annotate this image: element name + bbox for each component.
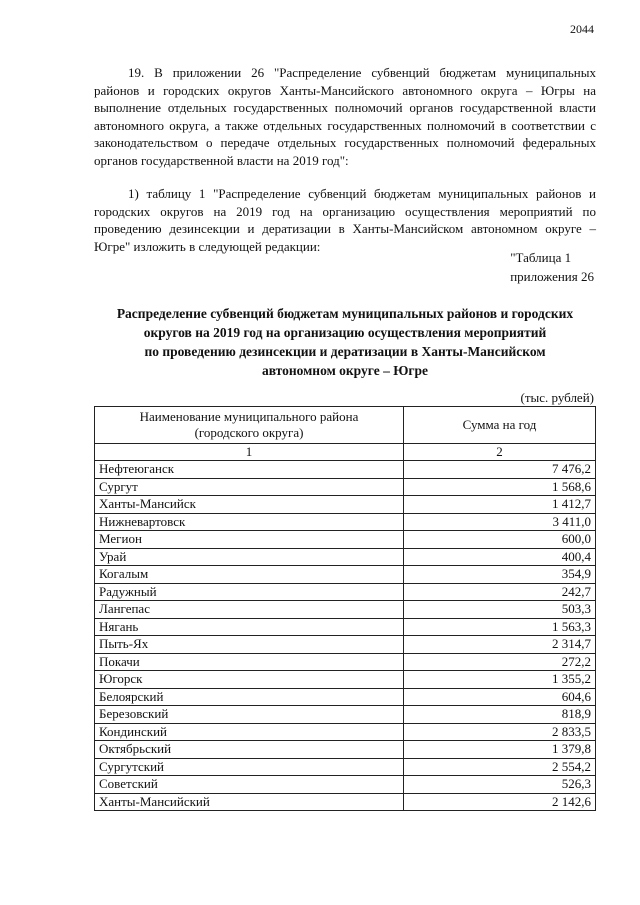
annual-sum-value: 1 568,6 (404, 478, 596, 496)
annual-sum-value: 1 379,8 (404, 741, 596, 759)
table-reference (510, 248, 594, 286)
table-row (95, 758, 596, 776)
paragraph-amendment-19: 19. В приложении 26 "Распределение субвенций бюджетам муниципальных районов и городских округов Ханты-Мансийского автономного округа – Югры на выполнение отдельных государственных полномочий органов государственной власти автономного округа, а также отдельных государственных полномочий в соответствии с законодательством о передаче отдельных государственных полномочий федеральных органов государственной власти на 2019 год": (94, 65, 596, 168)
table-body (95, 444, 596, 811)
table-title-line-2: округов на 2019 год на организацию осуществления мероприятий (143, 325, 547, 340)
annual-sum-value: 400,4 (404, 548, 596, 566)
paragraph-table-1-amendment: 1) таблицу 1 "Распределение субвенций бюджетам муниципальных районов и городских округов на 2019 год на организацию осуществления мероприятий по проведению дезинсекции и дератизации в Ханты-Мансийском автономном округе – Югре" изложить в следующей редакции: (94, 186, 596, 254)
annual-sum-value: 1 563,3 (404, 618, 596, 636)
subvention-table (94, 406, 596, 811)
column-numbers-row (95, 444, 596, 461)
table-row (95, 601, 596, 619)
table-row (95, 513, 596, 531)
table-title-line-1: Распределение субвенций бюджетам муниципальных районов и городских (116, 306, 574, 321)
municipality-name: Югорск (95, 671, 404, 689)
municipality-name: Ханты-Мансийск (95, 496, 404, 514)
municipality-name: Березовский (95, 706, 404, 724)
annual-sum-value: 1 412,7 (404, 496, 596, 514)
table-row (95, 496, 596, 514)
municipality-name: Пыть-Ях (95, 636, 404, 654)
table-row (95, 741, 596, 759)
table-row (95, 653, 596, 671)
table-row (95, 671, 596, 689)
table-row (95, 636, 596, 654)
municipality-name: Кондинский (95, 723, 404, 741)
table-row (95, 776, 596, 794)
table-title-line-4: автономном округе – Югре (261, 363, 429, 378)
annual-sum-value: 2 314,7 (404, 636, 596, 654)
annual-sum-value: 1 355,2 (404, 671, 596, 689)
municipality-name: Нягань (95, 618, 404, 636)
header-municipality-line-1: Наименование муниципального района (139, 409, 359, 424)
header-annual-sum: Сумма на год (404, 407, 596, 444)
annual-sum-value: 600,0 (404, 531, 596, 549)
annual-sum-value: 354,9 (404, 566, 596, 584)
table-row (95, 583, 596, 601)
annual-sum-value: 242,7 (404, 583, 596, 601)
annual-sum-value: 2 833,5 (404, 723, 596, 741)
municipality-name: Сургутский (95, 758, 404, 776)
municipality-name: Советский (95, 776, 404, 794)
table-row (95, 723, 596, 741)
table-reference-line-2: приложения 26 (510, 269, 594, 284)
municipality-name: Мегион (95, 531, 404, 549)
annual-sum-value: 3 411,0 (404, 513, 596, 531)
municipality-name: Ханты-Мансийский (95, 793, 404, 811)
table-title (94, 304, 596, 380)
municipality-name: Радужный (95, 583, 404, 601)
municipality-name: Когалым (95, 566, 404, 584)
table-row (95, 478, 596, 496)
table-reference-line-1: "Таблица 1 (510, 250, 572, 265)
municipality-name: Покачи (95, 653, 404, 671)
annual-sum-value: 526,3 (404, 776, 596, 794)
municipality-name: Белоярский (95, 688, 404, 706)
table-row (95, 566, 596, 584)
column-number-2: 2 (404, 444, 596, 461)
annual-sum-value: 2 142,6 (404, 793, 596, 811)
table-title-line-3: по проведению дезинсекции и дератизации в Ханты-Мансийском (144, 344, 546, 359)
column-number-1: 1 (95, 444, 404, 461)
table-row (95, 793, 596, 811)
annual-sum-value: 604,6 (404, 688, 596, 706)
annual-sum-value: 503,3 (404, 601, 596, 619)
municipality-name: Нижневартовск (95, 513, 404, 531)
unit-label: (тыс. рублей) (520, 390, 594, 405)
municipality-name: Сургут (95, 478, 404, 496)
table-row (95, 548, 596, 566)
table-row (95, 688, 596, 706)
table-header-row (95, 407, 596, 444)
annual-sum-value: 272,2 (404, 653, 596, 671)
page-number: 2044 (570, 22, 594, 36)
header-municipality (95, 407, 404, 444)
table-row (95, 531, 596, 549)
table-row (95, 618, 596, 636)
municipality-name: Нефтеюганск (95, 461, 404, 479)
annual-sum-value: 818,9 (404, 706, 596, 724)
municipality-name: Урай (95, 548, 404, 566)
municipality-name: Лангепас (95, 601, 404, 619)
annual-sum-value: 2 554,2 (404, 758, 596, 776)
table-row (95, 461, 596, 479)
table-row (95, 706, 596, 724)
municipality-name: Октябрьский (95, 741, 404, 759)
annual-sum-value: 7 476,2 (404, 461, 596, 479)
header-municipality-line-2: (городского округа) (194, 425, 304, 440)
